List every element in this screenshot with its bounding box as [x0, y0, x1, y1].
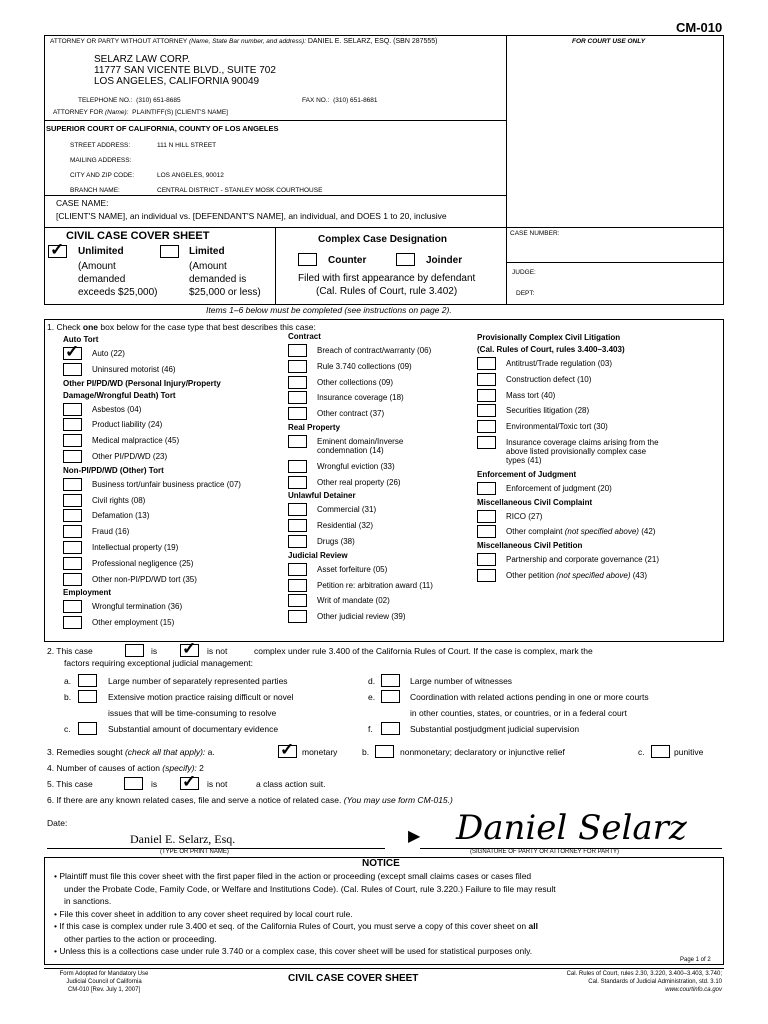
unlimited-amount: (Amount demanded exceeds $25,000) [78, 261, 158, 298]
court-name: SUPERIOR COURT OF CALIFORNIA, COUNTY OF LOS ANGELES [46, 124, 279, 133]
limited-label: Limited [189, 246, 225, 257]
case-type-checkbox-securities-litigation-28[interactable] [477, 404, 496, 417]
arrow-icon: ▶ [408, 828, 421, 845]
punitive-label: punitive [674, 747, 704, 757]
category-heading: Provisionally Complex Civil Litigation [477, 333, 621, 342]
limited-checkbox[interactable] [160, 245, 179, 258]
complex-is-not-checkbox[interactable] [180, 639, 199, 658]
unlimited-label: Unlimited [78, 246, 124, 257]
case-type-label: Intellectual property (19) [92, 543, 179, 552]
joinder-label: Joinder [426, 255, 463, 266]
case-type-checkbox-other-real-property-26[interactable] [288, 476, 307, 489]
case-name: [CLIENT'S NAME], an individual vs. [DEFENDANT'S NAME], an individual, and DOES 1 to 20, inclusive [56, 211, 447, 221]
telephone: TELEPHONE NO.: (310) 651-8685 [78, 97, 181, 104]
factor-f-checkbox[interactable] [381, 722, 400, 735]
attorney-label: ATTORNEY OR PARTY WITHOUT ATTORNEY (Name, State Bar number, and address): DANIEL E. SELARZ, ESQ. (SBN 287555) [50, 38, 438, 45]
category-heading: Enforcement of Judgment [477, 469, 577, 479]
case-type-checkbox-mass-tort-40[interactable] [477, 389, 496, 402]
item2-line: 2. This case [47, 646, 93, 656]
case-type-checkbox-breach-of-contract-warranty-06[interactable] [288, 344, 307, 357]
case-type-checkbox-civil-rights-08[interactable] [63, 494, 82, 507]
category-heading: Other PI/PD/WD (Personal Injury/Property [63, 378, 221, 388]
signature-label: (SIGNATURE OF PARTY OR ATTORNEY FOR PARTY) [470, 849, 620, 855]
item5-is: is [151, 779, 158, 789]
complex-is-checkbox[interactable] [125, 644, 144, 657]
item2-is-label: is [151, 646, 158, 656]
monetary-checkbox[interactable] [278, 740, 297, 759]
factor-e-cont: in other counties, states, or countries, or in a federal court [410, 708, 627, 718]
factor-b-letter: b. [64, 692, 72, 702]
case-type-label: Other real property (26) [317, 477, 401, 487]
factor-a-letter: a. [64, 676, 72, 686]
case-type-checkbox-wrongful-termination-36[interactable] [63, 600, 82, 613]
case-type-label: Construction defect (10) [506, 374, 592, 384]
case-type-label: Other employment (15) [92, 618, 175, 628]
case-number-label: CASE NUMBER: [510, 230, 560, 237]
case-type-checkbox-construction-defect-10[interactable] [477, 373, 496, 386]
case-type-checkbox-commercial-31[interactable] [288, 503, 307, 516]
item4: 4. Number of causes of action (specify): 2 [47, 763, 204, 773]
factor-a: Large number of separately represented parties [108, 676, 288, 686]
nonmonetary-checkbox[interactable] [375, 745, 394, 758]
case-type-label: Other judicial review (39) [317, 612, 406, 622]
factor-e-checkbox[interactable] [381, 690, 400, 703]
case-type-label: Eminent domain/Inverse condemnation (14) [317, 437, 404, 455]
factor-a-checkbox[interactable] [78, 674, 97, 687]
case-name-label: CASE NAME: [56, 198, 109, 208]
case-type-label: Civil rights (08) [92, 495, 146, 505]
judge-label: JUDGE: [512, 269, 536, 276]
case-type-label: Insurance coverage claims arising from the above listed provisionally complex case types (41) [506, 438, 659, 465]
notice-body: • Plaintiff must file this cover sheet with the first paper filed in the action or proceeding (except small claims cases or cases filed under the Probate Code, Family Code, or Welfare and Institutions Code). (Cal. Rules of Court, rule 3.220.) Failure to file may result in sanctions. • File this cover sheet in addition to any cover sheet required by local court rule. • If this case is complex under rule 3.400 et seq. of the California Rules of Court, you must serve a copy of this cover sheet on all other parties to the action or proceeding. • Unless this is a collections case under rule 3.740 or a complex case, this cover sheet will be used for statistical purposes only. [54, 871, 556, 956]
item1-instructions: 1. Check one box below for the case type that best describes this case: [47, 322, 316, 332]
factor-b-cont: issues that will be time-consuming to resolve [108, 708, 277, 718]
footer-title: CIVIL CASE COVER SHEET [288, 973, 419, 984]
factor-c-letter: c. [64, 724, 71, 734]
punitive-checkbox[interactable] [651, 745, 670, 758]
case-type-checkbox-rico-27[interactable] [477, 510, 496, 523]
filed-note: Filed with first appearance by defendant [298, 273, 476, 284]
case-type-label: Asset forfeiture (05) [317, 564, 388, 574]
case-type-label: Enforcement of judgment (20) [506, 483, 612, 493]
case-type-label: Commercial (31) [317, 505, 377, 515]
case-type-label: Rule 3.740 collections (09) [317, 361, 412, 371]
case-type-checkbox-partnership-and-corporate-governance-21[interactable] [477, 553, 496, 566]
case-type-label: RICO (27) [506, 511, 543, 521]
case-type-checkbox-drugs-38[interactable] [288, 535, 307, 548]
case-type-checkbox-defamation-13[interactable] [63, 509, 82, 522]
case-type-label: Drugs (38) [317, 537, 355, 546]
factor-f-letter: f. [368, 724, 373, 734]
joinder-checkbox[interactable] [396, 253, 415, 266]
class-action-is-checkbox[interactable] [124, 777, 143, 790]
category-heading: Non-PI/PD/WD (Other) Tort [63, 465, 164, 475]
factor-c-checkbox[interactable] [78, 722, 97, 735]
case-type-checkbox-fraud-16[interactable] [63, 525, 82, 538]
cover-title: CIVIL CASE COVER SHEET [66, 230, 210, 242]
rule-note: (Cal. Rules of Court, rule 3.402) [316, 286, 458, 297]
category-heading: Real Property [288, 423, 341, 432]
case-type-label: Residential (32) [317, 521, 374, 531]
checkmark-icon: ✓ [182, 772, 197, 791]
case-type-label: Partnership and corporate governance (21) [506, 555, 659, 565]
category-heading: Damage/Wrongful Death) Tort [63, 390, 176, 400]
case-type-checkbox-other-petition[interactable] [477, 569, 496, 582]
punitive-letter: c. [638, 747, 645, 757]
factor-d: Large number of witnesses [410, 676, 513, 686]
case-type-label: Asbestos (04) [92, 404, 142, 414]
item5-label: 5. This case [47, 779, 93, 789]
case-type-label: Medical malpractice (45) [92, 436, 180, 446]
case-type-label: Antitrust/Trade regulation (03) [506, 359, 612, 368]
checkmark-icon: ✓ [65, 342, 80, 361]
category-heading: Miscellaneous Civil Complaint [477, 497, 593, 507]
case-type-checkbox-business-tort-unfair-business-practice-07[interactable] [63, 478, 82, 491]
case-type-label: Mass tort (40) [506, 390, 556, 400]
court-address-labels: STREET ADDRESS: MAILING ADDRESS: CITY AND ZIP CODE: BRANCH NAME: [70, 142, 135, 194]
case-type-label: Environmental/Toxic tort (30) [506, 422, 608, 432]
factor-e: Coordination with related actions pending in one or more courts [410, 692, 649, 702]
case-type-checkbox-petition-re-arbitration-award-11[interactable] [288, 579, 307, 592]
case-type-label: Wrongful termination (36) [92, 602, 183, 612]
category-heading: Employment [63, 588, 112, 598]
notice-title: NOTICE [362, 858, 400, 869]
case-type-checkbox-auto-22[interactable] [63, 342, 82, 361]
case-type-checkbox-uninsured-motorist-46[interactable] [63, 363, 82, 376]
monetary-label: monetary [302, 747, 338, 757]
case-type-label: Defamation (13) [92, 511, 150, 521]
item2-is-not-label: is not [207, 646, 228, 656]
case-type-checkbox-medical-malpractice-45[interactable] [63, 434, 82, 447]
case-type-checkbox-writ-of-mandate-02[interactable] [288, 594, 307, 607]
case-type-checkbox-insurance-coverage-18[interactable] [288, 391, 307, 404]
case-type-label: Professional negligence (25) [92, 558, 194, 568]
case-type-label: Other petition (not specified above) (43) [506, 571, 647, 580]
item2-text: complex under rule 3.400 of the California Rules of Court. If the case is complex, mark the [254, 646, 593, 656]
factor-c: Substantial amount of documentary evidence [108, 724, 279, 734]
signature: Daniel Selarz [456, 808, 687, 848]
case-type-checkbox-other-employment-15[interactable] [63, 616, 82, 629]
case-type-label: Product liability (24) [92, 420, 163, 430]
case-type-checkbox-other-pi-pd-wd-23[interactable] [63, 450, 82, 463]
category-heading: Judicial Review [288, 550, 348, 560]
case-type-label: Other collections (09) [317, 377, 394, 387]
case-type-checkbox-insurance-coverage-claims-arising-from-the[interactable] [477, 436, 496, 449]
case-type-label: Writ of mandate (02) [317, 596, 390, 606]
case-type-checkbox-professional-negligence-25[interactable] [63, 557, 82, 570]
complex-title: Complex Case Designation [318, 234, 447, 245]
factor-f: Substantial postjudgment judicial supervision [410, 724, 580, 734]
nonmonetary-label: nonmonetary; declaratory or injunctive relief [400, 747, 565, 757]
case-type-label: Auto (22) [92, 349, 125, 358]
item3-label: 3. Remedies sought (check all that apply): a. [47, 747, 215, 757]
class-action-is-not-checkbox[interactable] [180, 772, 199, 791]
case-type-label: Securities litigation (28) [506, 406, 590, 416]
case-type-checkbox-eminent-domain-inverse[interactable] [288, 435, 307, 448]
factor-d-checkbox[interactable] [381, 674, 400, 687]
case-type-label: Business tort/unfair business practice (07) [92, 479, 241, 489]
case-type-label: Other complaint (not specified above) (42) [506, 527, 656, 537]
date-label: Date: [47, 818, 68, 828]
factor-b: Extensive motion practice raising difficult or novel [108, 692, 294, 702]
case-type-checkbox-environmental-toxic-tort-30[interactable] [477, 420, 496, 433]
case-type-label: Breach of contract/warranty (06) [317, 346, 432, 355]
page-number: Page 1 of 2 [680, 957, 711, 963]
case-type-checkbox-other-non-pi-pd-wd-tort-35[interactable] [63, 573, 82, 586]
case-type-checkbox-intellectual-property-19[interactable] [63, 541, 82, 554]
factor-e-letter: e. [368, 692, 376, 702]
category-heading: (Cal. Rules of Court, rules 3.400–3.403) [477, 345, 625, 354]
case-type-label: Wrongful eviction (33) [317, 461, 395, 471]
footer-right: Cal. Rules of Court, rules 2.30, 3.220, 3.400–3.403, 3.740; Cal. Standards of Judicial Administration, std. 3.10 www.courtinfo.ca.gov [566, 971, 722, 993]
checkmark-icon: ✓ [280, 740, 295, 759]
case-type-checkbox-asbestos-04[interactable] [63, 403, 82, 416]
fax: FAX NO.: (310) 651-8681 [302, 97, 378, 104]
case-type-label: Other non-PI/PD/WD tort (35) [92, 574, 197, 584]
case-type-checkbox-enforcement-of-judgment-20[interactable] [477, 482, 496, 495]
item6: 6. If there are any known related cases, file and serve a notice of related case. (You may use form CM-015.) [47, 795, 453, 805]
attorney-for: ATTORNEY FOR (Name): PLAINTIFF(S) [CLIENT'S NAME] [53, 109, 228, 116]
case-type-checkbox-wrongful-eviction-33[interactable] [288, 460, 307, 473]
case-type-label: Petition re: arbitration award (11) [317, 580, 433, 590]
case-type-checkbox-other-contract-37[interactable] [288, 407, 307, 420]
item5-is-not: is not [207, 779, 228, 789]
checkmark-icon: ✓ [182, 639, 197, 658]
firm-address: SELARZ LAW CORP. 11777 SAN VICENTE BLVD., SUITE 702 LOS ANGELES, CALIFORNIA 90049 [94, 54, 276, 87]
factor-d-letter: d. [368, 676, 376, 686]
item5-text: a class action suit. [256, 779, 326, 789]
checkmark-icon: ✓ [50, 240, 65, 259]
case-type-checkbox-residential-32[interactable] [288, 519, 307, 532]
category-heading: Auto Tort [63, 335, 99, 344]
limited-amount: (Amount demanded is $25,000 or less) [189, 261, 261, 298]
case-type-label: Fraud (16) [92, 527, 130, 537]
unlimited-checkbox[interactable] [48, 240, 67, 259]
case-type-checkbox-rule-3-740-collections-09[interactable] [288, 360, 307, 373]
footer-left: Form Adopted for Mandatory Use Judicial Council of California CM-010 [Rev. July 1, 2007] [59, 971, 149, 993]
case-type-label: Other PI/PD/WD (23) [92, 452, 168, 461]
court-use-label: FOR COURT USE ONLY [572, 38, 646, 45]
form-id: CM-010 [676, 20, 723, 35]
factor-b-checkbox[interactable] [78, 690, 97, 703]
counter-label: Counter [328, 255, 367, 266]
case-type-label: Insurance coverage (18) [317, 393, 404, 403]
category-heading: Miscellaneous Civil Petition [477, 541, 583, 551]
nonmonetary-letter: b. [362, 747, 370, 757]
case-type-checkbox-product-liability-24[interactable] [63, 418, 82, 431]
signer-name: Daniel E. Selarz, Esq. [130, 832, 236, 846]
case-type-checkbox-other-collections-09[interactable] [288, 376, 307, 389]
category-heading: Unlawful Detainer [288, 491, 356, 501]
dept-label: DEPT: [516, 290, 535, 297]
item2-factors: factors requiring exceptional judicial management: [64, 658, 253, 668]
case-type-checkbox-antitrust-trade-regulation-03[interactable] [477, 357, 496, 370]
case-type-label: Other contract (37) [317, 409, 385, 419]
case-type-checkbox-other-judicial-review-39[interactable] [288, 610, 307, 623]
case-type-checkbox-other-complaint[interactable] [477, 525, 496, 538]
case-type-label: Uninsured motorist (46) [92, 364, 176, 374]
court-address-values: 111 N HILL STREET LOS ANGELES, 90012 CENTRAL DISTRICT - STANLEY MOSK COURTHOUSE [157, 142, 323, 194]
counter-checkbox[interactable] [298, 253, 317, 266]
items-note: Items 1–6 below must be completed (see instructions on page 2). [206, 305, 452, 315]
type-name-label: (TYPE OR PRINT NAME) [160, 849, 229, 855]
case-type-checkbox-asset-forfeiture-05[interactable] [288, 563, 307, 576]
category-heading: Contract [288, 332, 321, 341]
